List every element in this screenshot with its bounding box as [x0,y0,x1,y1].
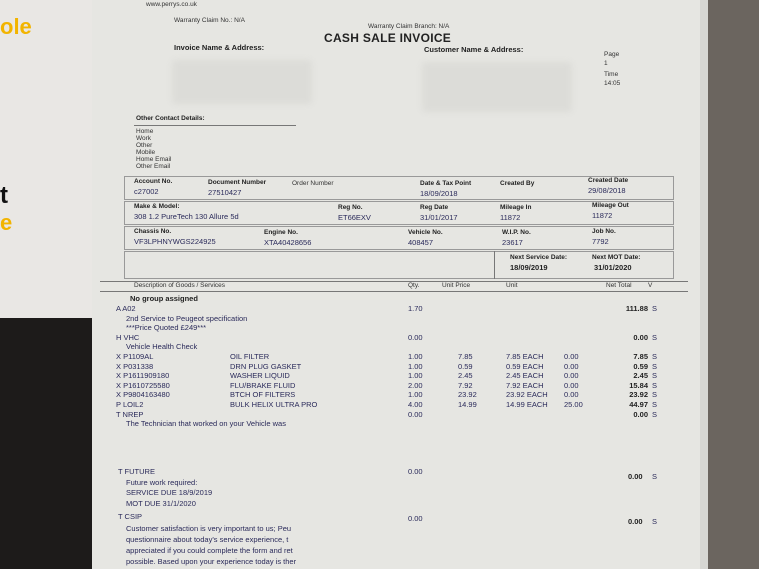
future-vat: S [652,472,658,481]
created-date-value: 29/08/2018 [588,186,626,195]
csip-vat: S [652,517,658,526]
vehicle-no-label: Vehicle No. [408,229,443,236]
item-code: P LOIL2 [116,400,144,409]
item-unit: 23.92 EACH [506,390,548,400]
item-desc: ***Price Quoted £249*** [126,323,207,333]
future-qty: 0.00 [408,467,423,476]
csip-line-1: Customer satisfaction is very important to us; Peu [126,524,292,533]
item-code: T NREP [116,409,144,419]
item-total: 0.59 [633,361,648,371]
account-label: Account No. [134,178,173,185]
item-qty: 0.00 [408,332,423,342]
item-disc: 0.00 [564,352,579,361]
item-total: 111.88 [625,304,648,313]
page-value: 1 [604,60,608,67]
item-desc: 2nd Service to Peugeot specification [126,313,248,323]
created-by-label: Created By [500,180,535,187]
leaflet-text-mid: t [0,182,8,209]
item-vat: S [652,380,658,390]
item-unit: 2.45 EACH [506,371,544,381]
mileage-out-label: Mileage Out [592,202,629,209]
job-label: Job No. [592,228,616,235]
item-price: 2.45 [458,371,473,381]
item-unit: 7.85 EACH [506,352,544,361]
contact-underline [134,125,296,126]
item-vat: S [652,332,658,342]
reg-label: Reg No. [338,204,363,211]
website-url: www.perrys.co.uk [146,1,197,8]
item-desc: Vehicle Health Check [126,342,198,352]
invoice-name-label: Invoice Name & Address: [174,43,265,52]
invoice-paper [92,0,700,569]
item-disc: 25.00 [564,400,583,409]
item-disc: 0.00 [564,361,579,371]
col-desc: Description of Goods / Services [134,282,226,289]
chassis-value: VF3LPHNYWGS224925 [134,237,216,246]
item-vat: S [652,352,658,361]
future-code: T FUTURE [118,467,155,476]
item-price: 0.59 [458,361,473,371]
vehicle-no-value: 408457 [408,238,434,247]
contact-home: Home [136,128,154,135]
next-mot-value: 31/01/2020 [594,263,632,272]
item-qty: 4.00 [408,400,423,409]
item-desc: The Technician that worked on your Vehicle was [126,419,286,429]
item-unit: 7.92 EACH [506,380,544,390]
job-value: 7792 [592,237,609,246]
next-service-label: Next Service Date: [510,254,568,261]
col-qty: Qty. [408,282,420,289]
created-date-label: Created Date [588,177,629,184]
make-value: 308 1.2 PureTech 130 Allure 5d [134,212,239,221]
item-total: 2.45 [633,371,648,381]
wip-value: 23617 [502,238,523,247]
item-qty: 1.00 [408,371,423,381]
item-unit: 0.59 EACH [506,361,544,371]
col-unit-price: Unit Price [442,282,471,289]
time-value: 14:05 [604,80,621,87]
item-code: X P1109AL [116,352,154,361]
item-vat: S [652,361,658,371]
contact-label: Other Contact Details: [136,115,205,122]
future-line-3: MOT DUE 31/1/2020 [126,499,196,508]
item-qty: 1.70 [408,304,423,313]
background-right [699,0,759,569]
contact-other-email: Other Email [136,163,171,170]
warranty-claim: Warranty Claim No.: N/A [174,17,245,24]
item-code: X P1611909180 [116,371,170,381]
contact-work: Work [136,135,152,142]
warranty-branch: Warranty Claim Branch: N/A [368,23,450,30]
engine-value: XTA40428656 [264,238,312,247]
item-vat: S [652,400,658,409]
item-desc: FLU/BRAKE FLUID [230,380,296,390]
leaflet-text-low: e [0,210,13,235]
reg-date-label: Reg Date [420,204,449,211]
item-price: 14.99 [458,400,477,409]
contact-other: Other [136,142,153,149]
time-label: Time [604,71,619,78]
next-mot-label: Next MOT Date: [592,254,641,261]
group-title: No group assigned [130,294,198,303]
item-price: 23.92 [458,390,477,400]
chassis-label: Chassis No. [134,228,172,235]
item-code: X P031338 [116,361,154,371]
wip-label: W.I.P. No. [502,229,531,236]
make-label: Make & Model: [134,203,180,210]
csip-code: T CSIP [118,512,143,521]
redacted-customer-address [422,62,572,112]
item-total: 23.92 [629,390,648,400]
page-label: Page [604,51,620,58]
item-total: 15.84 [629,380,648,390]
item-code: H VHC [116,332,140,342]
col-net-total: Net Total [606,282,632,289]
reg-date-value: 31/01/2017 [420,213,458,222]
item-disc: 0.00 [564,380,579,390]
contact-mobile: Mobile [136,149,156,156]
mileage-in-value: 11872 [500,213,521,222]
document-label: Document Number [208,179,267,186]
item-desc: OIL FILTER [230,352,270,361]
item-vat: S [652,304,658,313]
item-desc: BTCH OF FILTERS [230,390,296,400]
item-total: 0.00 [633,409,648,419]
item-vat: S [652,371,658,381]
item-code: A A02 [116,304,136,313]
reg-value: ET66EXV [338,213,371,222]
csip-line-3: appreciated if you could complete the form and ret [126,546,293,555]
invoice-title: CASH SALE INVOICE [324,31,452,45]
csip-line-4: possible. Based upon your experience today is ther [126,557,297,566]
mileage-in-label: Mileage In [500,204,532,211]
engine-label: Engine No. [264,229,298,236]
order-label: Order Number [292,180,334,187]
item-vat: S [652,409,658,419]
account-value: c27002 [134,187,159,196]
col-v: V [648,282,653,289]
item-vat: S [652,390,658,400]
item-disc: 0.00 [564,390,579,400]
item-total: 44.97 [629,400,648,409]
item-desc: WASHER LIQUID [230,371,290,381]
csip-qty: 0.00 [408,514,423,523]
item-total: 0.00 [633,332,648,342]
item-code: X P1610725580 [116,380,170,390]
contact-home-email: Home Email [136,156,172,163]
item-desc: DRN PLUG GASKET [230,361,302,371]
date-value: 18/09/2018 [420,189,458,198]
item-price: 7.85 [458,352,473,361]
future-total: 0.00 [628,472,643,481]
future-line-1: Future work required: [126,478,198,487]
dates-divider [494,251,495,279]
next-service-value: 18/09/2019 [510,263,548,272]
item-qty: 0.00 [408,409,423,419]
item-qty: 1.00 [408,352,423,361]
future-line-2: SERVICE DUE 18/9/2019 [126,488,213,497]
item-price: 7.92 [458,380,473,390]
date-label: Date & Tax Point [420,180,472,187]
customer-label: Customer Name & Address: [424,45,524,54]
item-desc: BULK HELIX ULTRA PRO [230,400,318,409]
leaflet-text-top: ole [0,14,32,39]
mileage-out-value: 11872 [592,211,613,220]
item-qty: 1.00 [408,390,423,400]
item-total: 7.85 [633,352,648,361]
item-code: X P9804163480 [116,390,170,400]
item-qty: 2.00 [408,380,423,390]
col-unit: Unit [506,282,518,289]
item-unit: 14.99 EACH [506,400,548,409]
csip-total: 0.00 [628,517,643,526]
column-header-bottom-line [100,291,688,292]
item-disc: 0.00 [564,371,579,381]
redacted-invoice-address [172,60,312,104]
leaflet [0,0,97,318]
item-qty: 1.00 [408,361,423,371]
document-value: 27510427 [208,188,242,197]
csip-line-2: questionnaire about today's service experience, t [126,535,289,544]
